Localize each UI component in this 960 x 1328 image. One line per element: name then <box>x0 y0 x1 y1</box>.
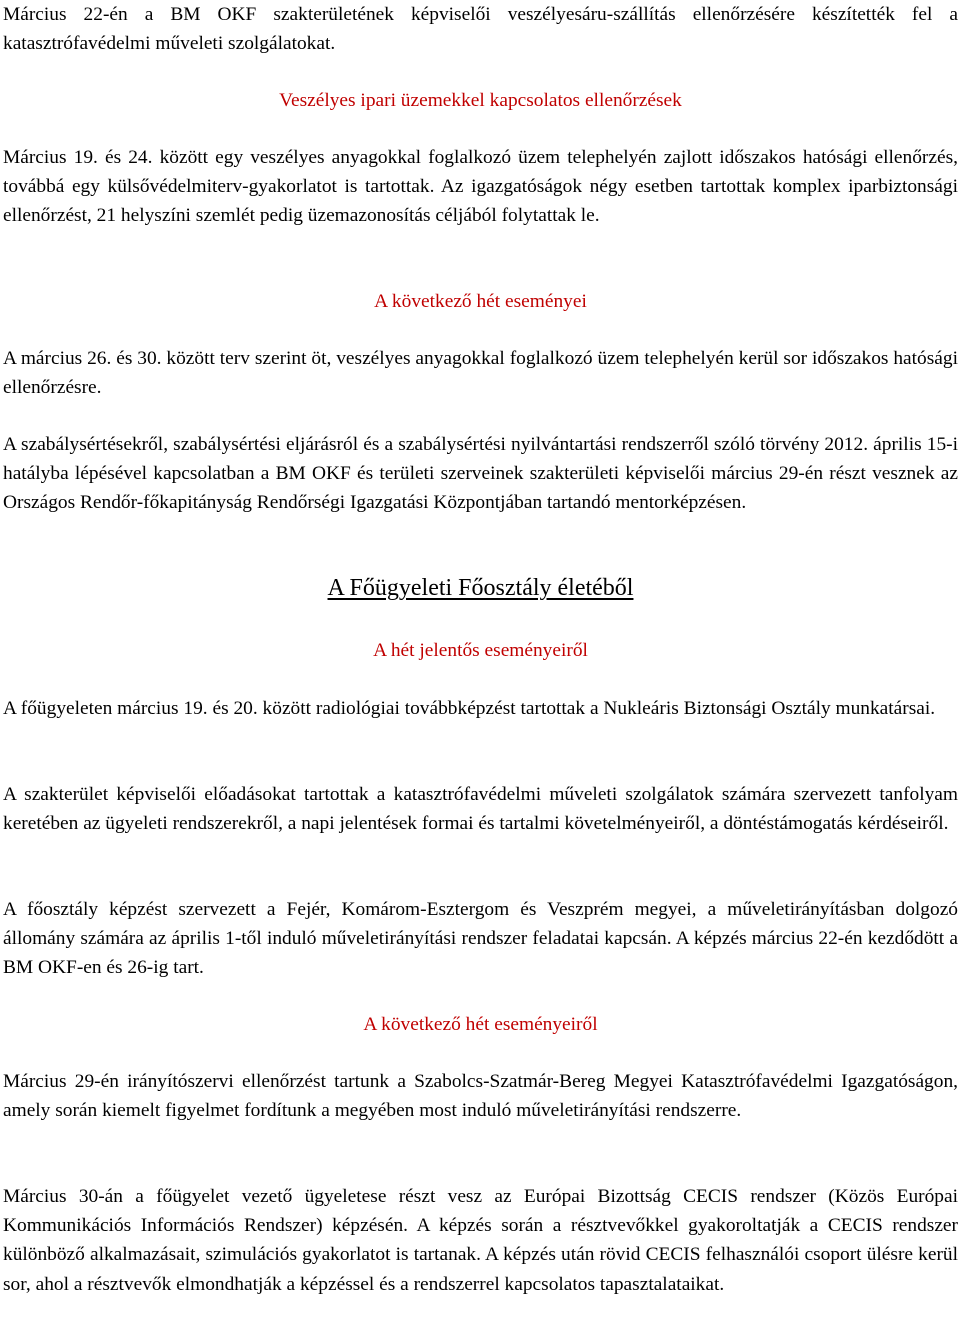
heading-industrial-plant-inspections <box>3 86 958 115</box>
paragraph-inspections-summary <box>3 143 958 231</box>
heading-text: A hét jelentős eseményeiről <box>373 640 588 661</box>
paragraph-text: A szakterület képviselői előadásokat tartottak a katasztrófavédelmi műveleti szolgálatok számára szervezett tanfolyam keretében az ügyeleti rendszerekről, a napi jelentések formai és tartalmi követelményeiről, a döntéstámogatás kérdéseiről. <box>3 784 958 835</box>
heading-text: A következő hét eseményeiről <box>363 1014 598 1035</box>
heading-next-week-events <box>3 287 958 316</box>
paragraph-radiology-training <box>3 694 958 723</box>
paragraph-supervisory-inspection <box>3 1067 958 1125</box>
section-title-text: A Főügyeleti Főosztály életéből <box>327 575 634 601</box>
paragraph-text: A március 26. és 30. között terv szerint öt, veszélyes anyagokkal foglalkozó üzem telephelyén kerül sor időszakos hatósági ellenőrzésre. <box>3 348 958 399</box>
paragraph-text: Március 30-án a főügyelet vezető ügyeletese részt vesz az Európai Bizottság CECIS rendszer (Közös Európai Kommunikációs Információs Rendszer) képzésén. A képzés során a résztvevőkkel gyakoroltatják a CECIS rendszer különböző alkalmazásait, szimulációs gyakorlatot is tartanak. A képzés után rövid CECIS felhasználói csoport ülésre kerül sor, ahol a résztvevők elmondhatják a képzéssel és a rendszerrel kapcsolatos tapasztalataikat. <box>3 1186 958 1295</box>
heading-week-significant-events <box>3 636 958 665</box>
paragraph-text: A főosztály képzést szervezett a Fejér, Komárom-Esztergom és Veszprém megyei, a műveletirányításban dolgozó állomány számára az április 1-től induló műveletirányítási rendszer feladatai kapcsán. A képzés március 22-én kezdődött a BM OKF-en és 26-ig tart. <box>3 899 958 979</box>
section-title-main-duty-department <box>3 574 958 603</box>
paragraph-course-lectures <box>3 780 958 838</box>
paragraph-cecis-training <box>3 1182 958 1299</box>
paragraph-text: Március 29-én irányítószervi ellenőrzést tartunk a Szabolcs-Szatmár-Bereg Megyei Katasztrófavédelmi Igazgatóságon, amely során kiemelt figyelmet fordítunk a megyében most induló műveletirányítási rendszerre. <box>3 1071 958 1122</box>
paragraph-dangerous-goods-training <box>3 0 958 58</box>
heading-text: Veszélyes ipari üzemekkel kapcsolatos ellenőrzések <box>279 90 682 111</box>
heading-next-week-events-2 <box>3 1010 958 1039</box>
paragraph-text: Március 19. és 24. között egy veszélyes anyagokkal foglalkozó üzem telephelyén zajlott időszakos hatósági ellenőrzés, továbbá egy külsővédelmiterv-gyakorlatot is tartottak. Az igazgatóságok négy esetben tartottak komplex iparbiztonsági ellenőrzést, 21 helyszíni szemlét pedig üzemazonosítás céljából folytattak le. <box>3 147 958 227</box>
paragraph-text: A főügyeleten március 19. és 20. között radiológiai továbbképzést tartottak a Nukleáris Biztonsági Osztály munkatársai. <box>3 698 936 719</box>
heading-text: A következő hét eseményei <box>374 291 587 312</box>
paragraph-regional-training <box>3 895 958 983</box>
paragraph-mentor-training <box>3 430 958 518</box>
paragraph-text: A szabálysértésekről, szabálysértési eljárásról és a szabálysértési nyilvántartási rendszerről szóló törvény 2012. április 15-i hatályba lépésével kapcsolatban a BM OKF és területi szerveinek szakterületi képviselői március 29-én részt vesznek az Országos Rendőr-főkapitányság Rendőrségi Igazgatási Központjában tartandó mentorképzésen. <box>3 434 958 514</box>
paragraph-text: Március 22-én a BM OKF szakterületének képviselői veszélyesáru-szállítás ellenőrzésére készítették fel a katasztrófavédelmi műveleti szolgálatokat. <box>3 4 958 55</box>
paragraph-planned-inspections <box>3 344 958 402</box>
